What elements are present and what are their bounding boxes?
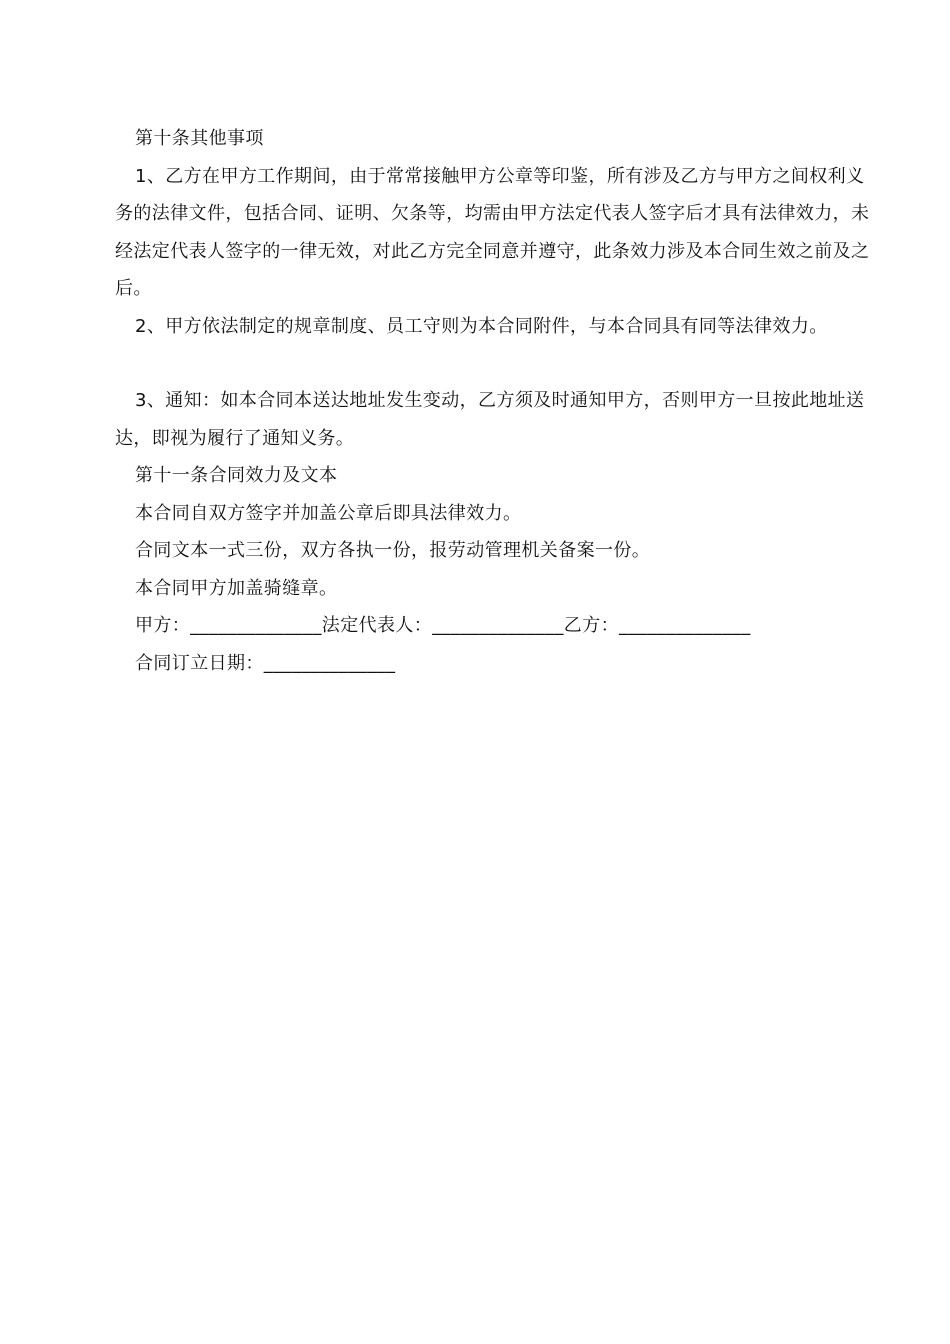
article-11-line-2: 合同文本一式三份，双方各执一份，报劳动管理机关备案一份。	[135, 540, 651, 561]
article-10-item-2: 2、甲方依法制定的规章制度、员工守则为本合同附件，与本合同具有同等法律效力。	[135, 315, 828, 337]
article-10-item-1: 1、乙方在甲方工作期间，由于常常接触甲方公章等印鉴，所有涉及乙方与甲方之间权利义务的法律文件，包括合同、证明、欠条等，均需由甲方法定代表人签字后才具有法律效力，未经法定代表人签字的一律无效，对此乙方完全同意并遵守，此条效力涉及本合同生效之前及之后。	[115, 165, 870, 299]
article-11-title: 第十一条合同效力及文本	[135, 465, 338, 486]
article-11-line-1: 本合同自双方签字并加盖公章后即具法律效力。	[135, 502, 522, 524]
article-11-line-3: 本合同甲方加盖骑缝章。	[135, 577, 338, 599]
document-body	[115, 120, 875, 682]
contract-date-line: 合同订立日期：______________	[135, 652, 396, 674]
signature-line: 甲方：______________法定代表人：______________乙方：______________	[135, 615, 751, 636]
article-10-title: 第十条其他事项	[135, 128, 264, 149]
article-10-item-3: 3、通知：如本合同本送达地址发生变动，乙方须及时通知甲方，否则甲方一旦按此地址送达，即视为履行了通知义务。	[115, 390, 865, 449]
